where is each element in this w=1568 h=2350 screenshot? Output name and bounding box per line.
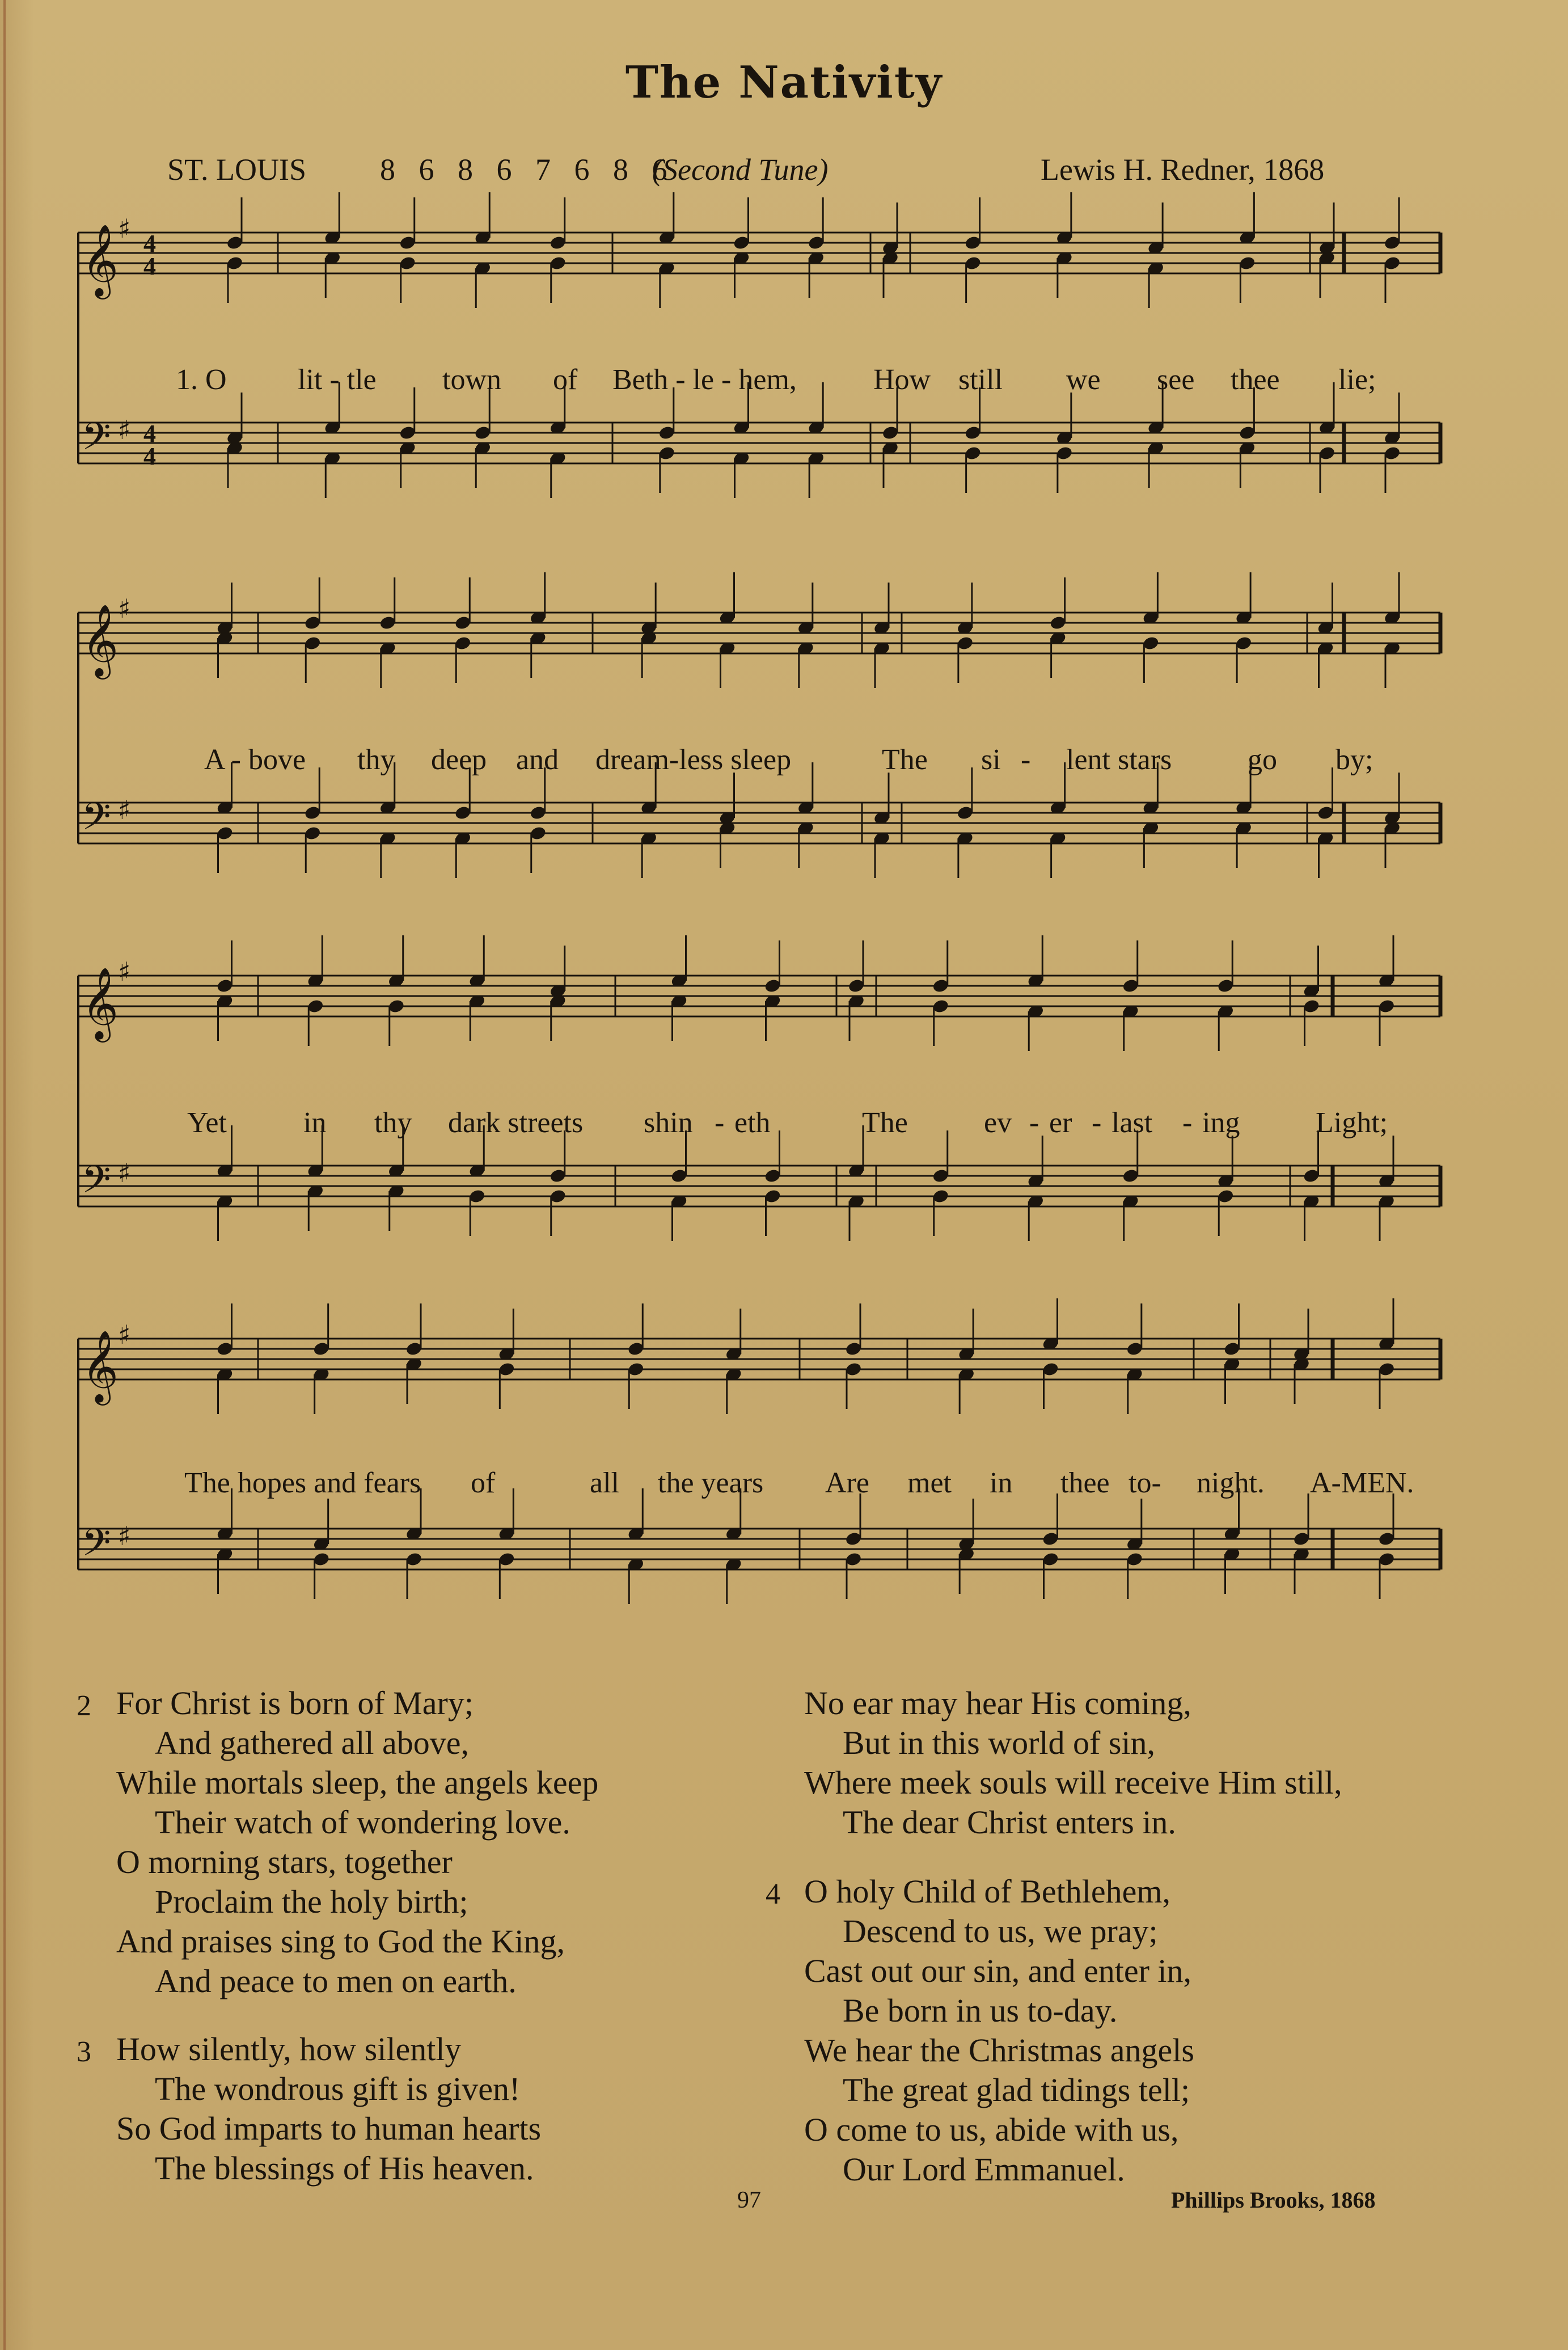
sharp-icon: ♯ [118, 956, 131, 987]
verse-number: 2 [77, 1690, 91, 1722]
lyric-syllable: all [590, 1467, 619, 1499]
verse-3-part-1 [116, 2030, 541, 2188]
lyric-syllable: the years [658, 1467, 764, 1499]
lyric-syllable: A - bove [204, 744, 306, 776]
lyric-syllable: eth [734, 1107, 771, 1139]
lyric-syllable: met [907, 1467, 952, 1499]
lyric-syllable: lie; [1338, 364, 1376, 396]
verse-number: 3 [77, 2036, 91, 2068]
lyric-syllable: lent stars [1066, 744, 1172, 776]
lyric-syllable: town [442, 364, 501, 396]
time-signature-top: 4 [143, 420, 156, 448]
verse-line: Where meek souls will receive Him still, [804, 1764, 1342, 1801]
verse-line: Their watch of wondering love. [155, 1804, 570, 1841]
lyric-syllable: we [1066, 364, 1101, 396]
verse-line: Our Lord Emmanuel. [843, 2151, 1125, 2188]
bass-clef-icon: 𝄢 [82, 415, 111, 467]
lyric-syllable: thee [1060, 1467, 1110, 1499]
treble-clef-icon: 𝄞 [82, 223, 119, 296]
lyric-syllable: si [981, 744, 1001, 776]
lyric-syllable: go [1248, 744, 1277, 776]
verse-line: The wondrous gift is given! [155, 2070, 521, 2107]
lyric-syllable: - [1029, 1107, 1039, 1139]
lyric-syllable: shin [644, 1107, 693, 1139]
verse-line: How silently, how silently [116, 2031, 462, 2068]
lyric-syllable: - [1021, 744, 1031, 776]
verse-line: The great glad tidings tell; [843, 2071, 1190, 2108]
lyric-syllable: to- [1129, 1467, 1161, 1499]
page-number: 97 [737, 2187, 761, 2213]
verse-line: So God imparts to human hearts [116, 2110, 542, 2147]
lyric-syllable: last [1111, 1107, 1153, 1139]
verse-line: For Christ is born of Mary; [116, 1685, 474, 1722]
lyric-syllable: - [1182, 1107, 1193, 1139]
bass-clef-icon: 𝄢 [82, 1158, 111, 1210]
sharp-icon: ♯ [118, 213, 131, 244]
lyric-syllable: ev [984, 1107, 1012, 1139]
tune-name: ST. LOUIS [167, 153, 307, 187]
bass-clef-icon: 𝄢 [82, 1521, 111, 1573]
treble-clef-icon: 𝄞 [82, 1330, 119, 1402]
hymn-title: The Nativity [625, 57, 943, 108]
tune-meter: 8 6 8 6 7 6 8 6 [380, 153, 675, 187]
sharp-icon: ♯ [118, 1520, 131, 1551]
lyric-syllable: - [715, 1107, 725, 1139]
lyric-syllable: deep [431, 744, 487, 776]
verse-line: The dear Christ enters in. [843, 1804, 1176, 1841]
lyric-syllable: Light; [1316, 1107, 1388, 1139]
bass-clef-icon: 𝄢 [82, 795, 111, 847]
lyric-syllable: thy [357, 744, 395, 776]
lyric-syllable: dream-less sleep [595, 744, 792, 776]
lyric-syllable: Beth - le - hem, [612, 364, 797, 396]
verse-line: No ear may hear His coming, [804, 1685, 1191, 1722]
lyric-syllable: still [958, 364, 1003, 396]
lyric-syllable: A-MEN. [1310, 1467, 1414, 1499]
verse-line: The blessings of His heaven. [155, 2150, 534, 2187]
treble-clef-icon: 𝄞 [82, 967, 119, 1039]
lyric-syllable: ing [1202, 1107, 1240, 1139]
verse-line: Cast out our sin, and enter in, [804, 1952, 1192, 1989]
verse-2 [116, 1684, 598, 2001]
lyric-syllable: in [303, 1107, 327, 1139]
verse-4 [804, 1872, 1194, 2189]
verse-line: And praises sing to God the King, [116, 1923, 565, 1960]
verse-line: O holy Child of Bethlehem, [804, 1873, 1170, 1910]
tune-note: (Second Tune) [652, 153, 829, 187]
lyric-syllable: The hopes and fears [184, 1467, 421, 1499]
lyric-syllable: How [873, 364, 931, 396]
verse-line: Be born in us to-day. [843, 1992, 1118, 2029]
lyric-syllable: er [1049, 1107, 1072, 1139]
verse-line: And peace to men on earth. [155, 1963, 517, 1999]
verse-line: And gathered all above, [155, 1724, 470, 1761]
time-signature-bottom: 4 [143, 252, 156, 280]
lyric-syllable: - [1092, 1107, 1102, 1139]
lyric-syllable: by; [1335, 744, 1373, 776]
verse-line: We hear the Christmas angels [804, 2032, 1194, 2069]
treble-clef-icon: 𝄞 [82, 604, 119, 676]
verse-line: Proclaim the holy birth; [155, 1883, 468, 1920]
lyric-syllable: Yet [187, 1107, 227, 1139]
verse-number: 4 [766, 1878, 780, 1910]
verse-line: O morning stars, together [116, 1843, 453, 1880]
time-signature-bottom: 4 [143, 442, 156, 470]
sharp-icon: ♯ [118, 414, 131, 445]
lyric-syllable: and [516, 744, 559, 776]
sharp-icon: ♯ [118, 1319, 131, 1350]
lyric-syllable: in [990, 1467, 1013, 1499]
lyric-syllable: dark streets [448, 1107, 584, 1139]
sharp-icon: ♯ [118, 593, 131, 624]
lyric-syllable: of [471, 1467, 496, 1499]
lyric-syllable: 1. O [176, 364, 227, 396]
verse-line: O come to us, abide with us, [804, 2111, 1179, 2148]
time-signature-top: 4 [143, 230, 156, 258]
text-author: Phillips Brooks, 1868 [1171, 2187, 1376, 2213]
sharp-icon: ♯ [118, 794, 131, 825]
verse-line: Descend to us, we pray; [843, 1913, 1158, 1950]
composer: Lewis H. Redner, 1868 [1041, 153, 1325, 187]
lyric-syllable: of [553, 364, 578, 396]
verse-line: While mortals sleep, the angels keep [116, 1764, 599, 1801]
lyric-syllable: night. [1197, 1467, 1265, 1499]
lyric-syllable: Are [825, 1467, 869, 1499]
verse-3-part-2 [804, 1684, 1342, 1842]
lyric-syllable: thee [1231, 364, 1280, 396]
verse-line: But in this world of sin, [843, 1724, 1156, 1761]
lyric-syllable: thy [374, 1107, 412, 1139]
lyric-syllable: see [1157, 364, 1195, 396]
sharp-icon: ♯ [118, 1157, 131, 1188]
lyric-syllable: The [862, 1107, 908, 1139]
lyric-syllable: The [882, 744, 928, 776]
lyric-syllable: lit - tle [298, 364, 377, 396]
